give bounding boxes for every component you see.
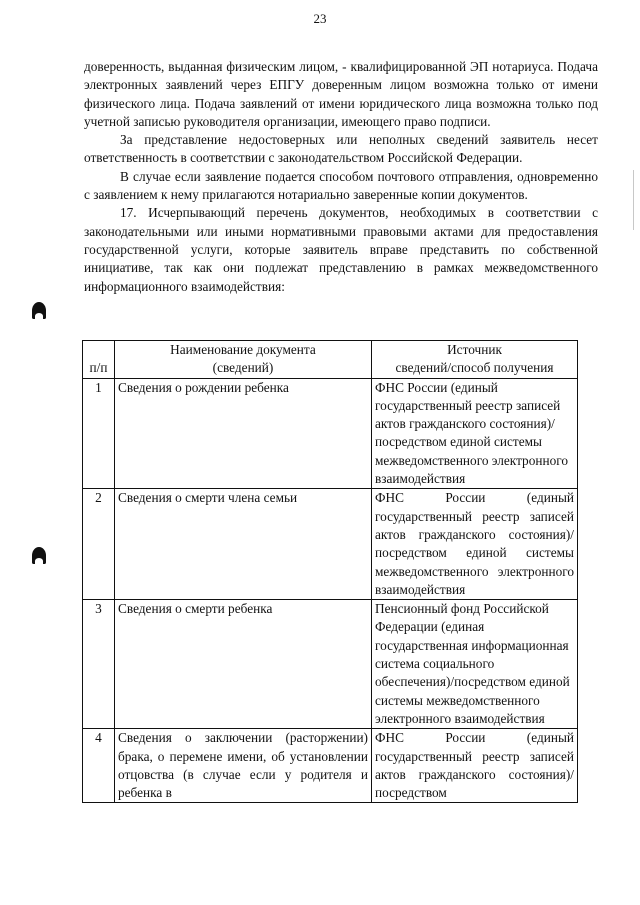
row-num: 1 — [83, 378, 115, 489]
row-document-name: Сведения о заключении (расторжении) брака, о перемене имени, об установлении отцовства (в случае если у родителя и ребенка в — [115, 729, 372, 803]
row-document-name: Сведения о смерти члена семьи — [115, 489, 372, 600]
table-row — [83, 489, 578, 600]
documents-table — [82, 340, 578, 803]
row-source: ФНС России (единый государственный реестр записей актов гражданского состояния)/посредством единой системы межведомственного электронного взаимодействия — [372, 378, 578, 489]
table-row — [83, 600, 578, 729]
paragraph-postal: В случае если заявление подается способом почтового отправления, одновременно с заявлением к нему прилагаются нотариально заверенные копии документов. — [84, 168, 598, 203]
row-source: ФНС России (единый государственный реестр записей актов гражданского состояния)/посредством — [372, 729, 578, 803]
table-row — [83, 729, 578, 803]
header-num: п/п — [83, 341, 115, 379]
row-num: 2 — [83, 489, 115, 600]
paragraph-continuation: доверенность, выданная физическим лицом, - квалифицированной ЭП нотариуса. Подача электронных заявлений через ЕПГУ доверенным лицом возможна только от имени физического лица. Подача заявлений от имени юридического лица возможна только под учетной записью руководителя организации, имеющего право подписи. — [84, 59, 598, 129]
punch-hole-mark — [32, 547, 46, 564]
page-number: 23 — [313, 11, 327, 26]
page-edge-line — [633, 170, 634, 230]
header-document-name: Наименование документа (сведений) — [115, 341, 372, 379]
header-source: Источник сведений/способ получения — [372, 341, 578, 379]
table-header-row — [83, 341, 578, 379]
body-text — [84, 58, 598, 296]
row-num: 3 — [83, 600, 115, 729]
row-source: Пенсионный фонд Российской Федерации (единая государственная информационная система социального обеспечения)/посредством единой системы межведомственного электронного взаимодействия — [372, 600, 578, 729]
row-num: 4 — [83, 729, 115, 803]
punch-hole-mark — [32, 302, 46, 319]
row-source: ФНС России (единый государственный реестр записей актов гражданского состояния)/посредством единой системы межведомственного электронного взаимодействия — [372, 489, 578, 600]
table-row — [83, 378, 578, 489]
row-document-name: Сведения о смерти ребенка — [115, 600, 372, 729]
paragraph-responsibility: За представление недостоверных или неполных сведений заявитель несет ответственность в соответствии с законодательством Российской Федерации. — [84, 132, 598, 166]
row-document-name: Сведения о рождении ребенка — [115, 378, 372, 489]
paragraph-item-17: 17. Исчерпывающий перечень документов, необходимых в соответствии с законодательными или иными нормативными правовыми актами для предоставления государственной услуги, которые заявитель вправе представить по собственной инициативе, так как они подлежат представлению в рамках межведомственного информационного взаимодействия: — [84, 205, 598, 294]
